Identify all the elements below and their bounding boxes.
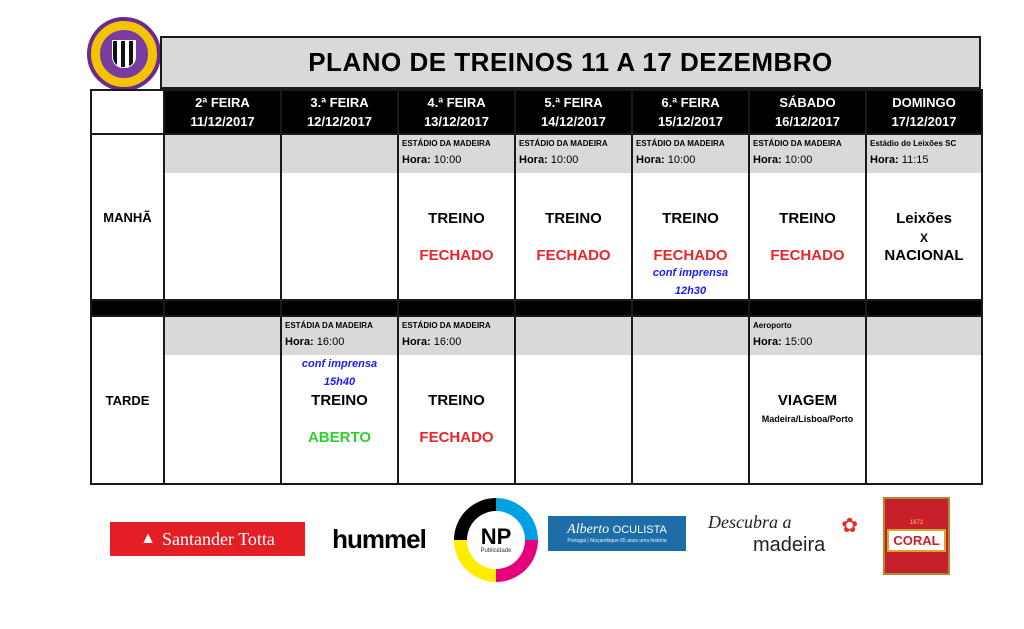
schedule-cell (866, 316, 982, 484)
coral-year: 1872 (909, 520, 924, 526)
session-type: TREINO (428, 210, 485, 227)
venue-label: ESTÁDIO DA MADEIRA (636, 139, 725, 148)
club-crest-icon (87, 17, 161, 91)
schedule-cell (632, 134, 749, 300)
day-name: 3.ª FEIRA (310, 95, 369, 110)
day-date: 15/12/2017 (657, 114, 724, 129)
schedule-cell (398, 134, 515, 300)
np-subtext: Publicidade (480, 548, 512, 554)
venue-label: Aeroporto (753, 321, 792, 330)
schedule-cell (164, 316, 281, 484)
hora-label: Hora: (285, 336, 314, 348)
day-header (281, 90, 398, 134)
schedule-cell (164, 134, 281, 300)
schedule-cell (281, 134, 398, 300)
hora-label: Hora: (636, 154, 665, 166)
schedule-cell (749, 134, 866, 300)
afternoon-row (91, 316, 982, 484)
hummel-logo (318, 519, 440, 559)
madeira-slogan: Descubra a (708, 512, 792, 532)
venue-label: ESTÁDIO DA MADEIRA (519, 139, 608, 148)
hora-label: Hora: (402, 154, 431, 166)
day-name: SÁBADO (779, 95, 836, 110)
session-type: TREINO (428, 392, 485, 409)
day-header (515, 90, 632, 134)
press-conference-time: 12h30 (674, 285, 707, 297)
santander-logo (110, 522, 305, 556)
day-header (749, 90, 866, 134)
session-status: FECHADO (770, 247, 845, 264)
time-value: 16:00 (433, 336, 462, 348)
hora-label: Hora: (753, 336, 782, 348)
session-status: ABERTO (307, 429, 372, 446)
day-date: 12/12/2017 (306, 114, 373, 129)
day-name: 6.ª FEIRA (661, 95, 720, 110)
time-value: 15:00 (784, 336, 813, 348)
day-header (398, 90, 515, 134)
madeira-name: madeira (753, 534, 826, 556)
alberto-tagline: Portugal | Moçambique 65 anos uma história (567, 538, 667, 544)
schedule-cell (749, 316, 866, 484)
day-name: 2ª FEIRA (195, 95, 250, 110)
press-conference-label: conf imprensa (652, 267, 729, 279)
schedule-cell (515, 316, 632, 484)
session-status: FECHADO (653, 247, 728, 264)
santander-flame-icon: ▲ (140, 530, 156, 547)
hora-label: Hora: (519, 154, 548, 166)
session-status: FECHADO (419, 247, 494, 264)
venue-label: ESTÁDIO DA MADEIRA (753, 139, 842, 148)
day-date: 17/12/2017 (891, 114, 957, 129)
time-value: 11:15 (901, 154, 929, 166)
day-date: 11/12/2017 (190, 114, 255, 129)
santander-text: Santander Totta (161, 528, 275, 549)
page-title: PLANO DE TREINOS 11 A 17 DEZEMBRO (308, 47, 833, 77)
alberto-name: Alberto (567, 522, 610, 537)
time-value: 10:00 (784, 154, 813, 166)
match-away-team: NACIONAL (884, 247, 964, 264)
session-type: TREINO (779, 210, 836, 227)
match-versus: X (919, 231, 928, 245)
time-value: 16:00 (316, 336, 345, 348)
morning-row (91, 134, 982, 300)
separator-row (91, 300, 982, 316)
session-type: TREINO (311, 392, 368, 409)
coral-beer-logo (883, 497, 950, 575)
hummel-text: hummel (332, 523, 426, 554)
coral-text: CORAL (887, 529, 945, 552)
day-name: 4.ª FEIRA (427, 95, 486, 110)
time-value: 10:00 (433, 154, 462, 166)
session-type: TREINO (662, 210, 719, 227)
session-status: FECHADO (419, 429, 494, 446)
session-type: VIAGEM (777, 392, 838, 409)
np-text: NP (480, 524, 512, 549)
day-date: 13/12/2017 (423, 114, 490, 129)
page-title-box (160, 36, 981, 89)
np-publicidade-logo (454, 498, 538, 582)
corner-cell (91, 90, 164, 134)
period-label-morning: MANHÃ (91, 134, 164, 300)
venue-label: ESTÁDIA DA MADEIRA (285, 321, 373, 330)
time-value: 10:00 (667, 154, 696, 166)
day-date: 14/12/2017 (540, 114, 607, 129)
press-conference-label: conf imprensa (301, 358, 378, 370)
schedule-cell (866, 134, 982, 300)
travel-route: Madeira/Lisboa/Porto (761, 414, 854, 424)
day-header (164, 90, 281, 134)
madeira-flower-icon: ✿ (841, 515, 858, 537)
schedule-cell (632, 316, 749, 484)
hora-label: Hora: (402, 336, 431, 348)
day-header (866, 90, 982, 134)
schedule-cell (281, 316, 398, 484)
hora-label: Hora: (870, 154, 899, 166)
descubra-madeira-logo (708, 509, 864, 559)
day-date: 16/12/2017 (774, 114, 841, 129)
schedule-cell (515, 134, 632, 300)
day-name: 5.ª FEIRA (544, 95, 603, 110)
venue-label: ESTÁDIO DA MADEIRA (402, 139, 491, 148)
time-value: 10:00 (550, 154, 579, 166)
session-status: FECHADO (536, 247, 611, 264)
period-label-afternoon: TARDE (91, 316, 164, 484)
day-header-row (91, 90, 982, 134)
alberto-oculista-logo (548, 516, 686, 551)
match-home-team: Leixões (896, 210, 952, 227)
session-type: TREINO (545, 210, 602, 227)
hora-label: Hora: (753, 154, 782, 166)
alberto-suffix: OCULISTA (612, 524, 667, 536)
day-name: DOMINGO (892, 95, 956, 110)
day-header (632, 90, 749, 134)
sponsor-bar (0, 495, 1024, 585)
venue-label: ESTÁDIO DA MADEIRA (402, 321, 491, 330)
press-conference-time: 15h40 (323, 376, 356, 388)
schedule-cell (398, 316, 515, 484)
venue-label: Estádio do Leixões SC (870, 139, 957, 148)
training-schedule-table (90, 89, 983, 485)
